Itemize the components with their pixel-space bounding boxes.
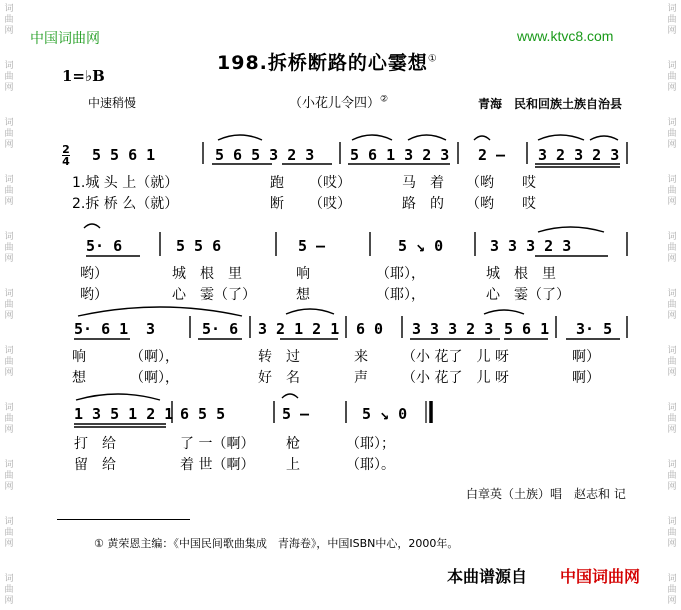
note-group: 5 5 6 1 (92, 146, 156, 164)
note-group: 5· 6 1 (74, 320, 129, 338)
watermark-char: 网 (667, 197, 677, 207)
watermark-char: 网 (4, 539, 14, 549)
footnote-divider (57, 519, 190, 520)
footnote: ① 黄荣恩主编：《中国民间歌曲集成 青海卷》，中国ISBN中心，2000年。 (94, 537, 459, 550)
watermark-char: 网 (667, 254, 677, 264)
watermark-char: 曲 (667, 72, 677, 82)
watermark-char: 曲 (667, 129, 677, 139)
watermark-char: 曲 (4, 129, 14, 139)
watermark-char: 网 (4, 140, 14, 150)
watermark-char: 曲 (667, 300, 677, 310)
watermark-char: 曲 (667, 585, 677, 595)
watermark-char: 网 (4, 596, 14, 606)
watermark-char: 网 (667, 596, 677, 606)
watermark-char: 曲 (667, 15, 677, 25)
watermark-char: 词 (4, 460, 14, 470)
slur (590, 136, 618, 140)
fermata (84, 224, 100, 228)
watermark-char: 网 (667, 425, 677, 435)
watermark-char: 曲 (4, 15, 14, 25)
subtitle-footnote-mark: ② (380, 94, 389, 105)
note-group: 5 6 5 3 2 3 (215, 146, 315, 164)
slur (538, 135, 584, 140)
watermark-char: 曲 (667, 243, 677, 253)
watermark-char: 曲 (4, 357, 14, 367)
watermark-char: 网 (667, 140, 677, 150)
watermark-char: 曲 (667, 471, 677, 481)
watermark-char: 词 (667, 574, 677, 584)
slur (484, 310, 524, 314)
song-region: 青海 民和回族土族自治县 (478, 97, 623, 111)
note-group: 5 ↘ 0 (398, 237, 444, 255)
watermark-char: 词 (667, 4, 677, 14)
fermata (474, 136, 490, 140)
watermark-char: 网 (4, 197, 14, 207)
watermark-char: 曲 (4, 300, 14, 310)
watermark-char: 词 (667, 232, 677, 242)
watermark-char: 网 (667, 368, 677, 378)
watermark-char: 曲 (667, 357, 677, 367)
performer-credit: 白章英（土族）唱 赵志和 记 (466, 487, 626, 501)
note-group: 6 0 (356, 320, 384, 338)
slur (286, 309, 334, 314)
watermark-char: 网 (667, 26, 677, 36)
slur (352, 135, 392, 140)
watermark-char: 网 (4, 311, 14, 321)
time-signature-bottom: 4 (62, 155, 70, 168)
slur (408, 135, 446, 140)
song-subtitle: （小花儿令四）② (289, 94, 389, 111)
watermark-char: 词 (4, 4, 14, 14)
watermark-char: 曲 (4, 471, 14, 481)
brand-url[interactable]: www.ktvc8.com (517, 28, 614, 44)
watermark-char: 网 (4, 482, 14, 492)
song-title: 198.拆桥断路的心霎想① (217, 52, 438, 74)
watermark-char: 曲 (4, 585, 14, 595)
watermark-char: 词 (4, 403, 14, 413)
watermark-char: 曲 (4, 186, 14, 196)
watermark-char: 词 (4, 61, 14, 71)
watermark-char: 曲 (667, 186, 677, 196)
watermark-char: 网 (667, 83, 677, 93)
note-group: 3 (146, 320, 156, 338)
watermark-char: 词 (4, 346, 14, 356)
watermark-char: 词 (4, 118, 14, 128)
note-group: 5 ↘ 0 (362, 405, 408, 423)
watermark-char: 网 (667, 482, 677, 492)
note-group: 3· 5 (576, 320, 613, 338)
fermata (282, 394, 298, 398)
note-group: 5 – (298, 237, 326, 255)
source-site-link[interactable]: 中国词曲网 (560, 567, 641, 586)
note-group: 3 3 3 2 3 (412, 320, 494, 338)
watermark-char: 词 (4, 232, 14, 242)
watermark-char: 词 (4, 517, 14, 527)
watermark-char: 网 (667, 311, 677, 321)
note-group: 5 – (282, 405, 310, 423)
watermark-char: 网 (4, 425, 14, 435)
slur (76, 394, 160, 400)
note-group: 1 3 5 1 2 1 (74, 405, 174, 423)
watermark-char: 词 (667, 61, 677, 71)
watermark-char: 曲 (4, 72, 14, 82)
note-group: 2 – (478, 146, 506, 164)
brand-left[interactable]: 中国词曲网 (30, 31, 100, 47)
watermark-char: 词 (667, 118, 677, 128)
watermark-char: 曲 (4, 414, 14, 424)
watermark-char: 网 (4, 368, 14, 378)
note-group: 3 2 1 2 1 (258, 320, 340, 338)
note-group: 5· 6 (86, 237, 123, 255)
note-group: 5 6 1 3 2 3 (350, 146, 450, 164)
watermark-char: 曲 (667, 414, 677, 424)
watermark-char: 词 (667, 403, 677, 413)
note-group: 6 5 5 (180, 405, 226, 423)
note-group: 5· 6 (202, 320, 239, 338)
slur (538, 227, 604, 232)
watermark-char: 网 (4, 83, 14, 93)
note-group: 3 2 3 2 3 (538, 146, 620, 164)
watermark-char: 词 (667, 517, 677, 527)
watermark-char: 词 (667, 175, 677, 185)
slur (218, 135, 262, 140)
key-signature: 1=♭B (62, 67, 105, 85)
note-group: 5 6 1 (504, 320, 550, 338)
note-group: 3 3 3 2 3 (490, 237, 572, 255)
watermark-char: 词 (4, 175, 14, 185)
tempo-marking: 中速稍慢 (88, 96, 137, 110)
title-footnote-mark: ① (427, 53, 438, 65)
watermark-char: 网 (4, 254, 14, 264)
watermark-char: 词 (667, 460, 677, 470)
note-group: 5 5 6 (176, 237, 222, 255)
time-signature-top: 2 (62, 143, 70, 156)
watermark-char: 网 (4, 26, 14, 36)
slur (78, 307, 242, 316)
watermark-char: 词 (667, 289, 677, 299)
watermark-char: 网 (667, 539, 677, 549)
source-label: 本曲谱源自 (447, 567, 528, 586)
watermark-char: 曲 (4, 243, 14, 253)
watermark-char: 曲 (667, 528, 677, 538)
watermark-char: 词 (4, 574, 14, 584)
watermark-char: 词 (667, 346, 677, 356)
watermark-char: 词 (4, 289, 14, 299)
watermark-char: 曲 (4, 528, 14, 538)
